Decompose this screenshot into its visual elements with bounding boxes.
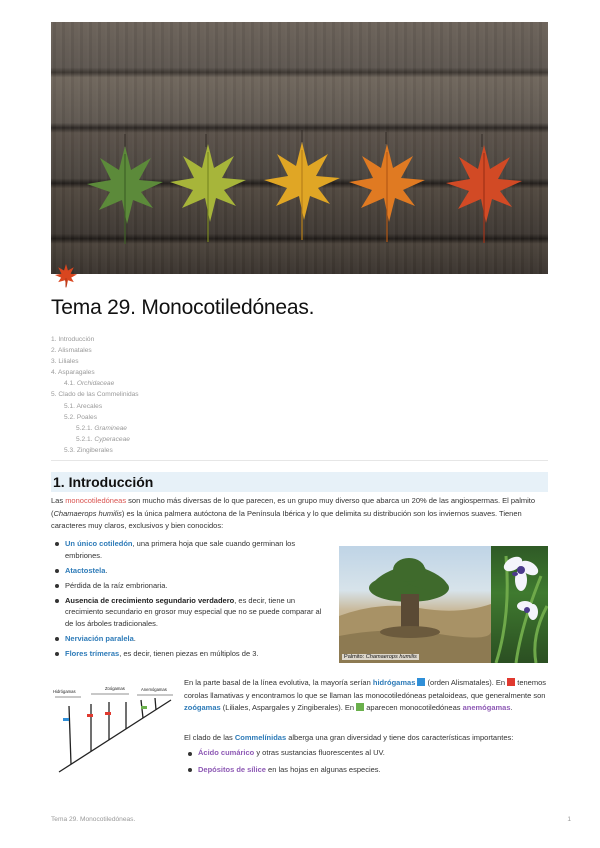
commelinidas-list bbox=[184, 747, 548, 780]
text: . bbox=[510, 703, 513, 712]
toc-item[interactable]: 2. Alismatales bbox=[51, 347, 92, 355]
toc-taxon: Orchidaceae bbox=[76, 380, 115, 388]
keyword-anemogamas: anemógamas bbox=[462, 703, 511, 712]
list-item bbox=[51, 538, 331, 561]
toc-number: 5.2.1. bbox=[76, 424, 95, 432]
caption-species: Chamaerops humilis bbox=[365, 654, 417, 660]
toc-item[interactable] bbox=[51, 423, 548, 434]
clado-label-zoogamas: Zoógamas bbox=[105, 686, 125, 691]
page-footer bbox=[51, 816, 571, 823]
toc-item[interactable] bbox=[51, 378, 548, 389]
photo-caption bbox=[342, 654, 419, 660]
page-number: 1 bbox=[567, 816, 571, 823]
list-text: , es decir, tienen piezas en múltiplos de 3. bbox=[119, 648, 259, 658]
cover-image bbox=[51, 22, 548, 274]
footer-title: Tema 29. Monocotiledóneas. bbox=[51, 816, 136, 823]
leaf-yellow-green bbox=[170, 144, 246, 242]
text: (Liliales, Aspargales y Zingiberales). En bbox=[220, 703, 357, 712]
leaf-string bbox=[125, 130, 482, 147]
text: Las bbox=[51, 496, 66, 505]
palmito-photo bbox=[339, 546, 491, 663]
list-text: . bbox=[105, 565, 108, 575]
list-item bbox=[184, 747, 548, 760]
text: alberga una gran diversidad y tiene dos características importantes: bbox=[286, 733, 514, 742]
toc-item[interactable]: 3. Liliales bbox=[51, 358, 79, 366]
list-item bbox=[51, 648, 331, 660]
toc-item[interactable]: 5.1. Arecales bbox=[64, 402, 103, 410]
green-square bbox=[356, 703, 364, 711]
list-item bbox=[51, 580, 331, 592]
section-heading: 1. Introducción bbox=[53, 474, 154, 490]
text: tenemos corolas llamativas y encontramos lo que se llaman las monocotiledóneas petaloideas, que generalmente son bbox=[184, 678, 547, 700]
table-of-contents bbox=[51, 334, 548, 456]
keyword-commelinidas: Commelínidas bbox=[234, 733, 287, 742]
keyword: Un único cotiledón bbox=[65, 539, 133, 548]
clado-label-anemogamas: Anemógamas bbox=[141, 687, 167, 692]
leaf-green bbox=[87, 146, 163, 244]
section-heading-box bbox=[51, 472, 548, 492]
keyword-hidrogamas: hidrógamas bbox=[372, 678, 416, 687]
intro-paragraph bbox=[51, 495, 548, 533]
divider bbox=[51, 460, 548, 461]
toc-item[interactable]: 5. Clado de las Commelinidas bbox=[51, 391, 139, 399]
toc-item[interactable]: 5.2. Poales bbox=[64, 413, 97, 421]
list-text: Pérdida de la raíz embrionaria. bbox=[65, 580, 168, 590]
red-square bbox=[507, 678, 515, 686]
keyword-zoogamas: zoógamas bbox=[184, 703, 221, 712]
page-title: Tema 29. Monocotiledóneas. bbox=[51, 296, 315, 319]
list-text: y otras sustancias fluorescentes al UV. bbox=[254, 748, 385, 757]
keyword: Ácido cumárico bbox=[198, 748, 255, 757]
toc-number: 5.2.1. bbox=[76, 435, 95, 443]
bold-term: Ausencia de crecimiento segundario verdadero bbox=[65, 595, 235, 605]
list-text: , una primera hoja que sale cuando germinan los embriones. bbox=[65, 539, 296, 560]
caption-text: Palmito: bbox=[344, 654, 366, 660]
toc-item[interactable]: 4. Asparagales bbox=[51, 369, 95, 377]
toc-item[interactable]: 5.3. Zingiberales bbox=[64, 446, 113, 454]
autumn-leaves-illustration bbox=[51, 22, 548, 274]
keyword: Nerviación paralela bbox=[65, 633, 134, 643]
text: El clado de las bbox=[184, 733, 235, 742]
list-text: . bbox=[133, 633, 136, 643]
species-name: Chamaerops humilis bbox=[53, 508, 122, 518]
keyword: Flores trímeras bbox=[65, 648, 120, 658]
keyword: Depósitos de sílice bbox=[198, 764, 266, 774]
text: aparecen monocotiledóneas bbox=[364, 703, 463, 712]
list-item bbox=[51, 595, 331, 630]
list-text: , es decir, tiene un crecimiento secundario en grosor muy especial que no se puede comparar al de los árboles tradicionales. bbox=[65, 595, 322, 628]
text: son mucho más diversas de lo que parecen, es un grupo muy diverso que abarca un 20% de las angiospermas. El palmito ( bbox=[51, 496, 536, 518]
list-text: en las hojas en algunas especies. bbox=[265, 764, 381, 774]
list-item bbox=[51, 633, 331, 645]
characteristics-list bbox=[51, 538, 331, 663]
iris-illustration bbox=[491, 546, 548, 663]
commelinidas-paragraph bbox=[184, 732, 548, 745]
toc-number: 4.1. bbox=[64, 380, 77, 388]
leaf-yellow bbox=[264, 142, 340, 240]
toc-item[interactable]: 1. Introducción bbox=[51, 336, 95, 343]
keyword: Atactostela bbox=[65, 565, 106, 575]
list-item bbox=[184, 764, 548, 777]
list-item bbox=[51, 565, 331, 577]
evolution-paragraph bbox=[184, 677, 548, 715]
toc-taxon: Cyperaceae bbox=[94, 435, 130, 443]
leaf-orange bbox=[349, 144, 425, 242]
palm-illustration bbox=[339, 546, 491, 663]
iris-flower-photo bbox=[491, 546, 548, 663]
text: ) es la única palmera autóctona de la Península Ibérica y lo que delimita su distribución son los inviernos suaves. Tienen caracteres muy claros, exclusivos y bien conocidos: bbox=[51, 508, 522, 530]
text: (orden Alismatales). En bbox=[425, 678, 508, 687]
keyword-monocotiledoneas: monocotiledóneas bbox=[65, 496, 127, 505]
leaf-red bbox=[446, 145, 522, 243]
toc-taxon: Gramineae bbox=[94, 424, 127, 432]
cladogram-diagram bbox=[51, 684, 178, 774]
text: En la parte basal de la línea evolutiva, la mayoría serían bbox=[184, 678, 373, 687]
toc-item[interactable] bbox=[51, 434, 548, 445]
clado-label-hidrogamas: Hidrógamas bbox=[53, 689, 76, 694]
maple-leaf-icon bbox=[53, 262, 79, 288]
